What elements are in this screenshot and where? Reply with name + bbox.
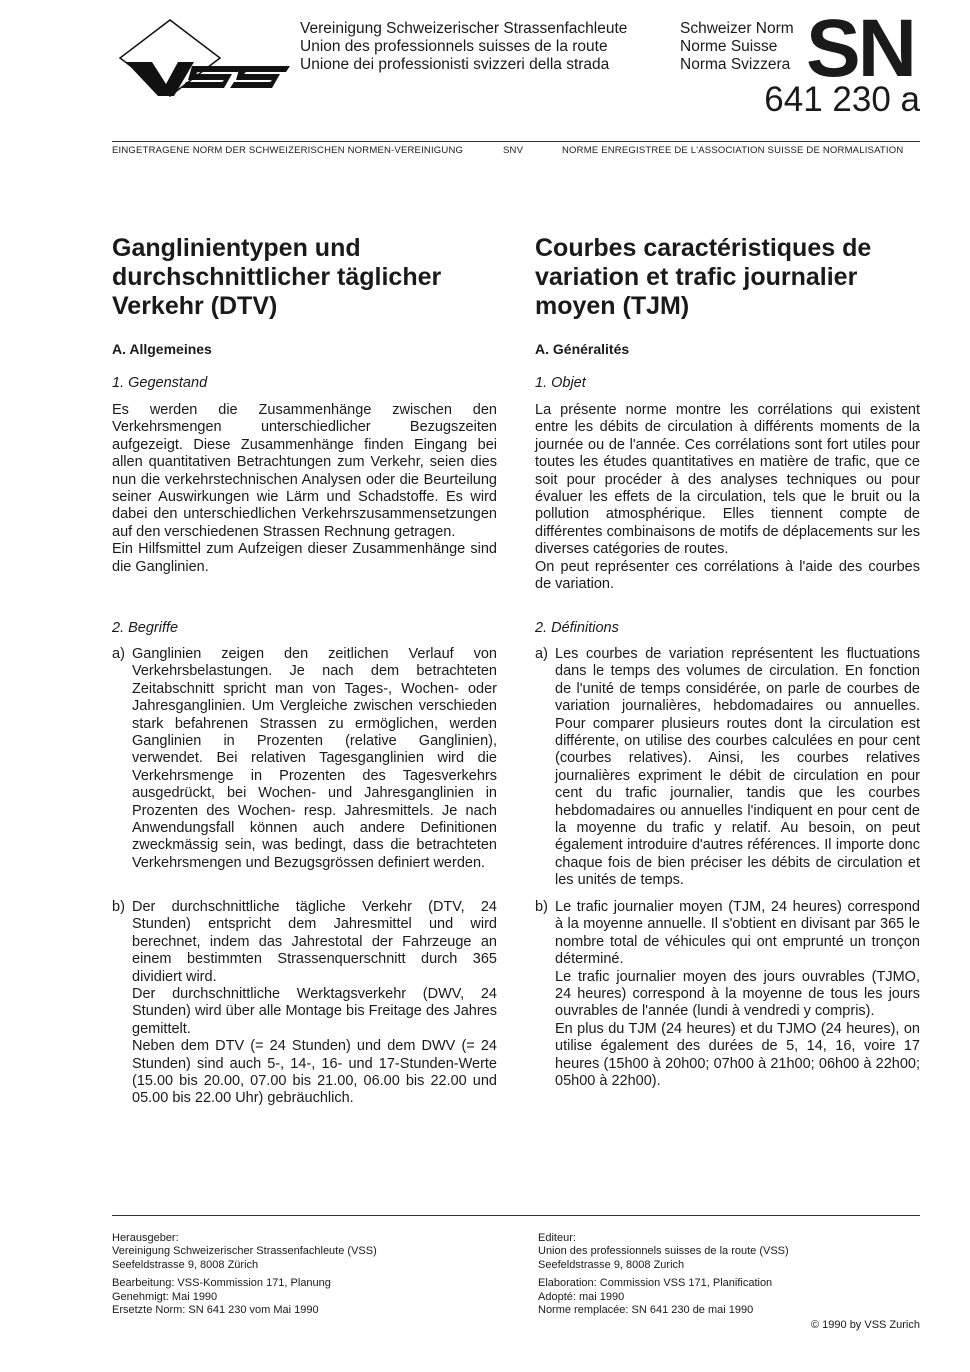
- org-name-it: Unione dei professionisti svizzeri della strada: [300, 56, 610, 73]
- norm-label-it: Norma Svizzera: [680, 56, 791, 73]
- vss-logo: [112, 18, 292, 100]
- subheading-2-fr: 2. Définitions: [535, 620, 619, 636]
- org-name-fr: Union des professionnels suisses de la route: [300, 38, 608, 55]
- editor-fr: Elaboration: Commission VSS 171, Planification: [538, 1277, 773, 1290]
- header-divider: [112, 141, 920, 142]
- title-de: Ganglinientypen und durchschnittlicher täglicher Verkehr (DTV): [112, 234, 442, 320]
- item-text-b1-de: Der durchschnittliche tägliche Verkehr (DTV, 24 Stunden) entspricht dem Jahresmittel und wird berechnet, indem das Jahrestotal der Fahrzeuge an einem bestimmten Strassenquerschnitt durch 365 dividiert wird.: [132, 899, 497, 985]
- item-text-a-de: Ganglinien zeigen den zeitlichen Verlauf von Verkehrsbelastungen. Je nach dem betrachteten Zeitabschnitt spricht man von Tages-, Wochen- oder Jahresganglinien. Um Vergleiche zwischen verschieden stark befahrenen Strassen zu ermöglichen, werden Ganglinien in Prozenten (relative Ganglinien), verwendet. Bei relativen Tagesganglinien wird die Verkehrsmenge in Prozenten des Tagesverkehrs ausgedrückt, bei Wochen- und Jahresganglinien in Prozenten des Wochen- resp. Jahresmittels. Je nach Anwendungsfall können auch andere Definitionen zweckmässig sein, was bedingt, dass die betrachteten Verkehrsmengen und Bezugsgrössen definiert werden.: [132, 646, 497, 871]
- replaced-norm-de: Ersetzte Norm: SN 641 230 vom Mai 1990: [112, 1304, 319, 1317]
- paragraph-2-fr: On peut représenter ces corrélations à l'aide des courbes de variation.: [535, 558, 920, 593]
- item-label-a-fr: a): [535, 646, 548, 662]
- footer-fr: [538, 1232, 918, 1317]
- publisher-label-de: Herausgeber:: [112, 1232, 179, 1244]
- address-fr: Seefeldstrasse 9, 8008 Zurich: [538, 1258, 685, 1271]
- organization-names: [300, 20, 627, 74]
- registration-fr: NORME ENREGISTREE DE L'ASSOCIATION SUISSE DE NORMALISATION: [562, 145, 904, 156]
- norm-number: 641 230 a: [764, 80, 920, 119]
- footer-de: [112, 1232, 512, 1317]
- item-text-b3-fr: En plus du TJM (24 heures) et du TJMO (24 heures), on utilise également des durées de 5, 14, 16, voire 17 heures (15h00 à 20h00; 07h00 à 21h00; 06h00 à 22h00; 05h00 à 22h00).: [555, 1020, 920, 1090]
- sn-mark: SN: [806, 3, 914, 94]
- paragraph-2-de: Ein Hilfsmittel zum Aufzeigen dieser Zusammenhänge sind die Ganglinien.: [112, 541, 497, 575]
- item-text-b1-fr: Le trafic journalier moyen (TJM, 24 heures) correspond à la moyenne annuelle. Il s'obtient en divisant par 365 le nombre total de véhicules qui ont emprunté un tronçon déterminé.: [555, 899, 920, 968]
- definition-b-fr: [535, 899, 920, 1090]
- section-a-fr: A. Généralités: [535, 341, 630, 357]
- norm-type-labels: [680, 20, 794, 74]
- address-de: Seefeldstrasse 9, 8008 Zürich: [112, 1258, 259, 1271]
- norm-label-de: Schweizer Norm: [680, 20, 794, 37]
- publisher-label-fr: Editeur:: [538, 1232, 576, 1244]
- title-fr: Courbes caractéristiques de variation et trafic journalier moyen (TJM): [535, 234, 872, 320]
- editor-de: Bearbeitung: VSS-Kommission 171, Planung: [112, 1277, 331, 1290]
- subheading-1-de: 1. Gegenstand: [112, 375, 208, 391]
- paragraph-1-fr: La présente norme montre les corrélations qui existent entre les débits de circulation à différents moments de la journée ou de l'année. Ces corrélations sont fort utiles pour toutes les études quantitatives en matière de trafic, que ce soit pour procéder à des analyses techniques ou pour évaluer les effets de la circulation, tels que le bruit ou la pollution atmosphérique. Elles tiennent compte de différentes combinaisons de motifs de déplacements sur les diverses catégories de routes.: [535, 402, 920, 558]
- norm-label-fr: Norme Suisse: [680, 38, 778, 55]
- publisher-fr: Union des professionnels suisses de la route (VSS): [538, 1245, 789, 1258]
- item-label-b-de: b): [112, 899, 125, 915]
- registration-de: EINGETRAGENE NORM DER SCHWEIZERISCHEN NORMEN-VEREINIGUNG: [112, 145, 464, 156]
- paragraph-object-fr: [535, 402, 920, 593]
- item-text-b2-de: Der durchschnittliche Werktagsverkehr (DWV, 24 Stunden) wird über alle Montage bis Freitage des Jahres gemittelt.: [132, 986, 497, 1037]
- item-label-b-fr: b): [535, 899, 548, 915]
- replaced-norm-fr: Norme remplacée: SN 641 230 de mai 1990: [538, 1304, 754, 1317]
- copyright: © 1990 by VSS Zurich: [811, 1319, 920, 1331]
- definition-b-de: [112, 899, 497, 1108]
- footer-divider: [112, 1215, 920, 1216]
- publisher-de: Vereinigung Schweizerischer Strassenfachleute (VSS): [112, 1245, 377, 1258]
- paragraph-object-de: [112, 402, 497, 576]
- definition-a-de: [112, 646, 497, 872]
- item-text-b2-fr: Le trafic journalier moyen des jours ouvrables (TJMO, 24 heures) correspond à la moyenne de tous les jours ouvrables de l'année (lundi à vendredi y compris).: [555, 968, 920, 1020]
- org-name-de: Vereinigung Schweizerischer Strassenfachleute: [300, 20, 628, 37]
- definition-a-fr: [535, 646, 920, 890]
- subheading-1-fr: 1. Objet: [535, 375, 586, 391]
- subheading-2-de: 2. Begriffe: [112, 620, 179, 636]
- item-label-a-de: a): [112, 646, 125, 662]
- item-text-a-fr: Les courbes de variation représentent les fluctuations dans le temps des volumes de circulation. En fonction de l'unité de temps considérée, on parle de courbes de variation journalières, hebdomadaires ou annuelles. Pour comparer plusieurs routes dont la circulation est différente, on utilise des courbes calculées en pour cent (courbes relatives). Ainsi, les courbes relatives journalières expriment le débit de circulation en pour cent du trafic journalier, tandis que les courbes hebdomadaires ou annuelles l'indiquent en pour cent de la moyenne du trafic y relatif. Au besoin, on peut également introduire d'autres références. Il importe donc chaque fois de bien préciser les débits de circulation et les unités de temps.: [555, 646, 920, 889]
- approved-fr: Adopté: mai 1990: [538, 1290, 625, 1303]
- approved-de: Genehmigt: Mai 1990: [112, 1290, 218, 1303]
- section-a-de: A. Allgemeines: [112, 341, 212, 357]
- registration-snv: SNV: [503, 145, 524, 156]
- paragraph-1-de: Es werden die Zusammenhänge zwischen den Verkehrsmengen unterschiedlicher Bezugszeiten aufgezeigt. Diese Zusammenhänge finden Eingang bei allen quantitativen Betrachtungen zum Verkehr, seien dies nun die verkehrstechnischen Analysen oder die Beurteilung seiner Auswirkungen wie Lärm und Schadstoffe. Es wird dabei den unterschiedlichen Verkehrszusammensetzungen auf den verschiedenen Strassen Rechnung getragen.: [112, 402, 497, 540]
- item-text-b3-de: Neben dem DTV (= 24 Stunden) und dem DWV (= 24 Stunden) sind auch 5-, 14-, 16- und 17-Stunden-Werte (15.00 bis 20.00, 07.00 bis 21.00, 06.00 bis 22.00 und 05.00 bis 22.00 Uhr) gebräuchlich.: [132, 1038, 497, 1107]
